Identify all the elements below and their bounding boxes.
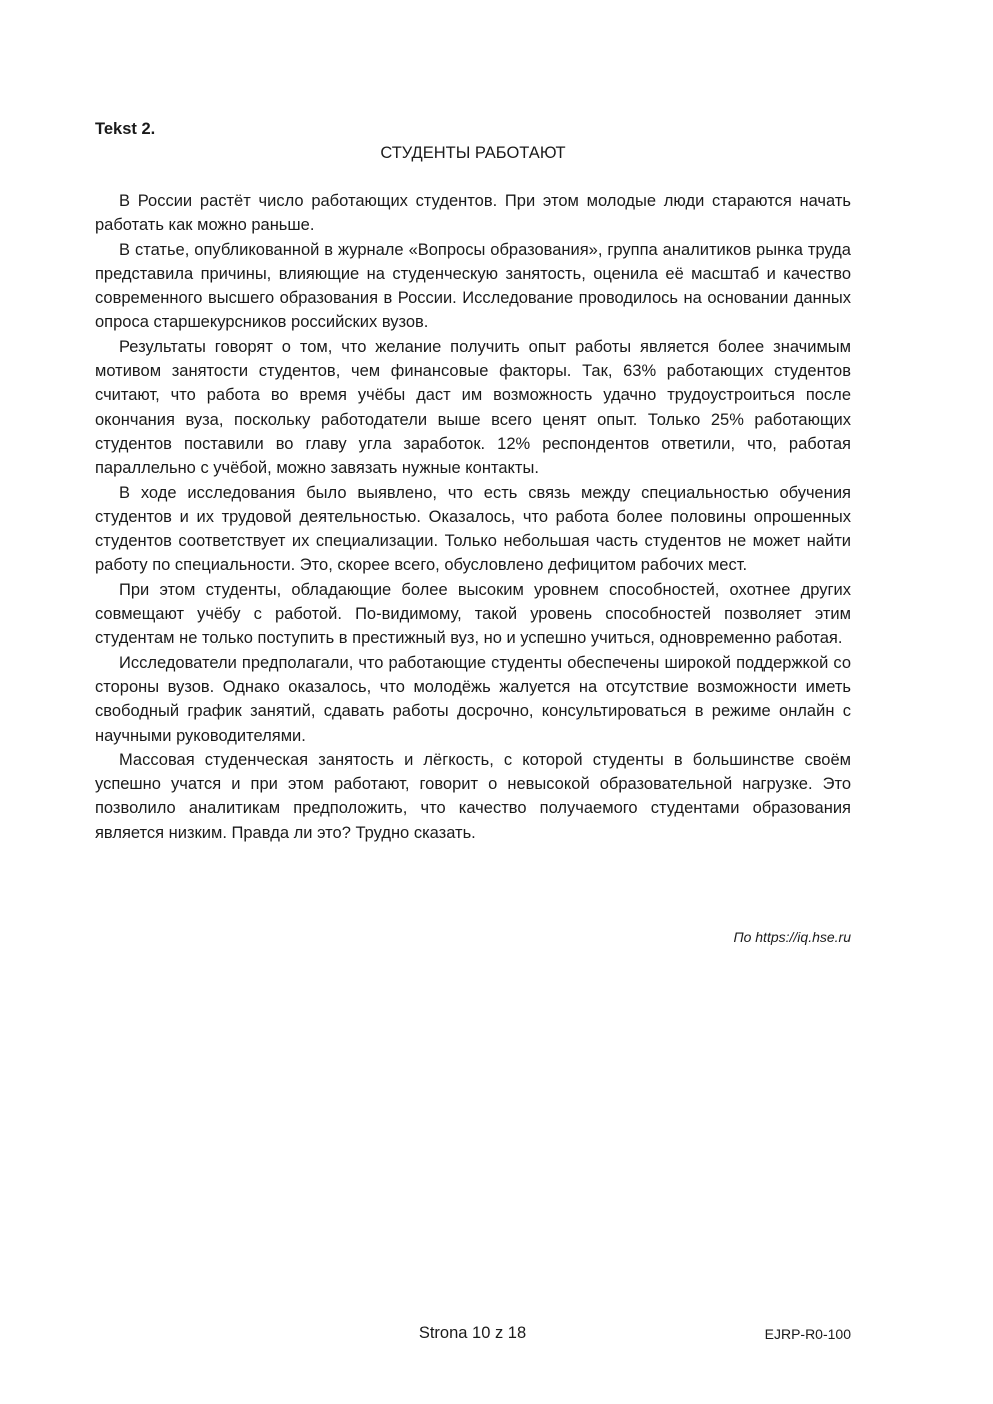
paragraph-3: Результаты говорят о том, что желание получить опыт работы является более значимым мотивом занятости студентов, чем финансовые факторы. Так, 63% работающих студентов считают, что работа во время учёбы даст им возможность удачно трудоустроиться после окончания вуза, поскольку работодатели выше всего ценят опыт. Только 25% работающих студентов поставили во главу угла заработок. 12% респондентов ответили, что, работая параллельно с учёбой, можно завязать нужные контакты. [95,337,851,478]
paragraph-2: В статье, опубликованной в журнале «Вопросы образования», группа аналитиков рынка труда представила причины, влияющие на студенческую занятость, оценила её масштаб и качество современного высшего образования в России. Исследование проводилось на основании данных опроса старшекурсников российских вузов. [95,240,851,332]
paragraph-7: Массовая студенческая занятость и лёгкость, с которой студенты в большинстве своём успешно учатся и при этом работают, говорит о невысокой образовательной нагрузке. Это позволило аналитикам предположить, что качество получаемого студентами образования является низким. Правда ли это? Трудно сказать. [95,750,851,842]
paragraph-1: В России растёт число работающих студентов. При этом молодые люди стараются начать работать как можно раньше. [95,192,851,235]
source-citation: По https://iq.hse.ru [733,929,851,945]
article-body [95,189,851,845]
page-number: Strona 10 z 18 [418,1324,527,1342]
text-label: Tekst 2. [95,120,156,138]
text-title: СТУДЕНТЫ РАБОТАЮТ [380,144,566,162]
paragraph-4: В ходе исследования было выявлено, что есть связь между специальностью обучения студентов и их трудовой деятельностью. Оказалось, что работа более половины опрошенных студентов соответствует их специализации. Только небольшая часть студентов не может найти работу по специальности. Это, скорее всего, обусловлено дефицитом рабочих мест. [95,483,851,575]
paragraph-6: Исследователи предполагали, что работающие студенты обеспечены широкой поддержкой со стороны вузов. Однако оказалось, что молодёжь жалуется на отсутствие возможности иметь свободный график занятий, сдавать работы досрочно, консультироваться в режиме онлайн с научными руководителями. [95,653,851,745]
document-code: EJRP-R0-100 [764,1326,851,1342]
paragraph-5: При этом студенты, обладающие более высоким уровнем способностей, охотнее других совмещают учёбу с работой. По-видимому, такой уровень способностей позволяет этим студентам не только поступить в престижный вуз, но и успешно учиться, одновременно работая. [95,580,851,648]
